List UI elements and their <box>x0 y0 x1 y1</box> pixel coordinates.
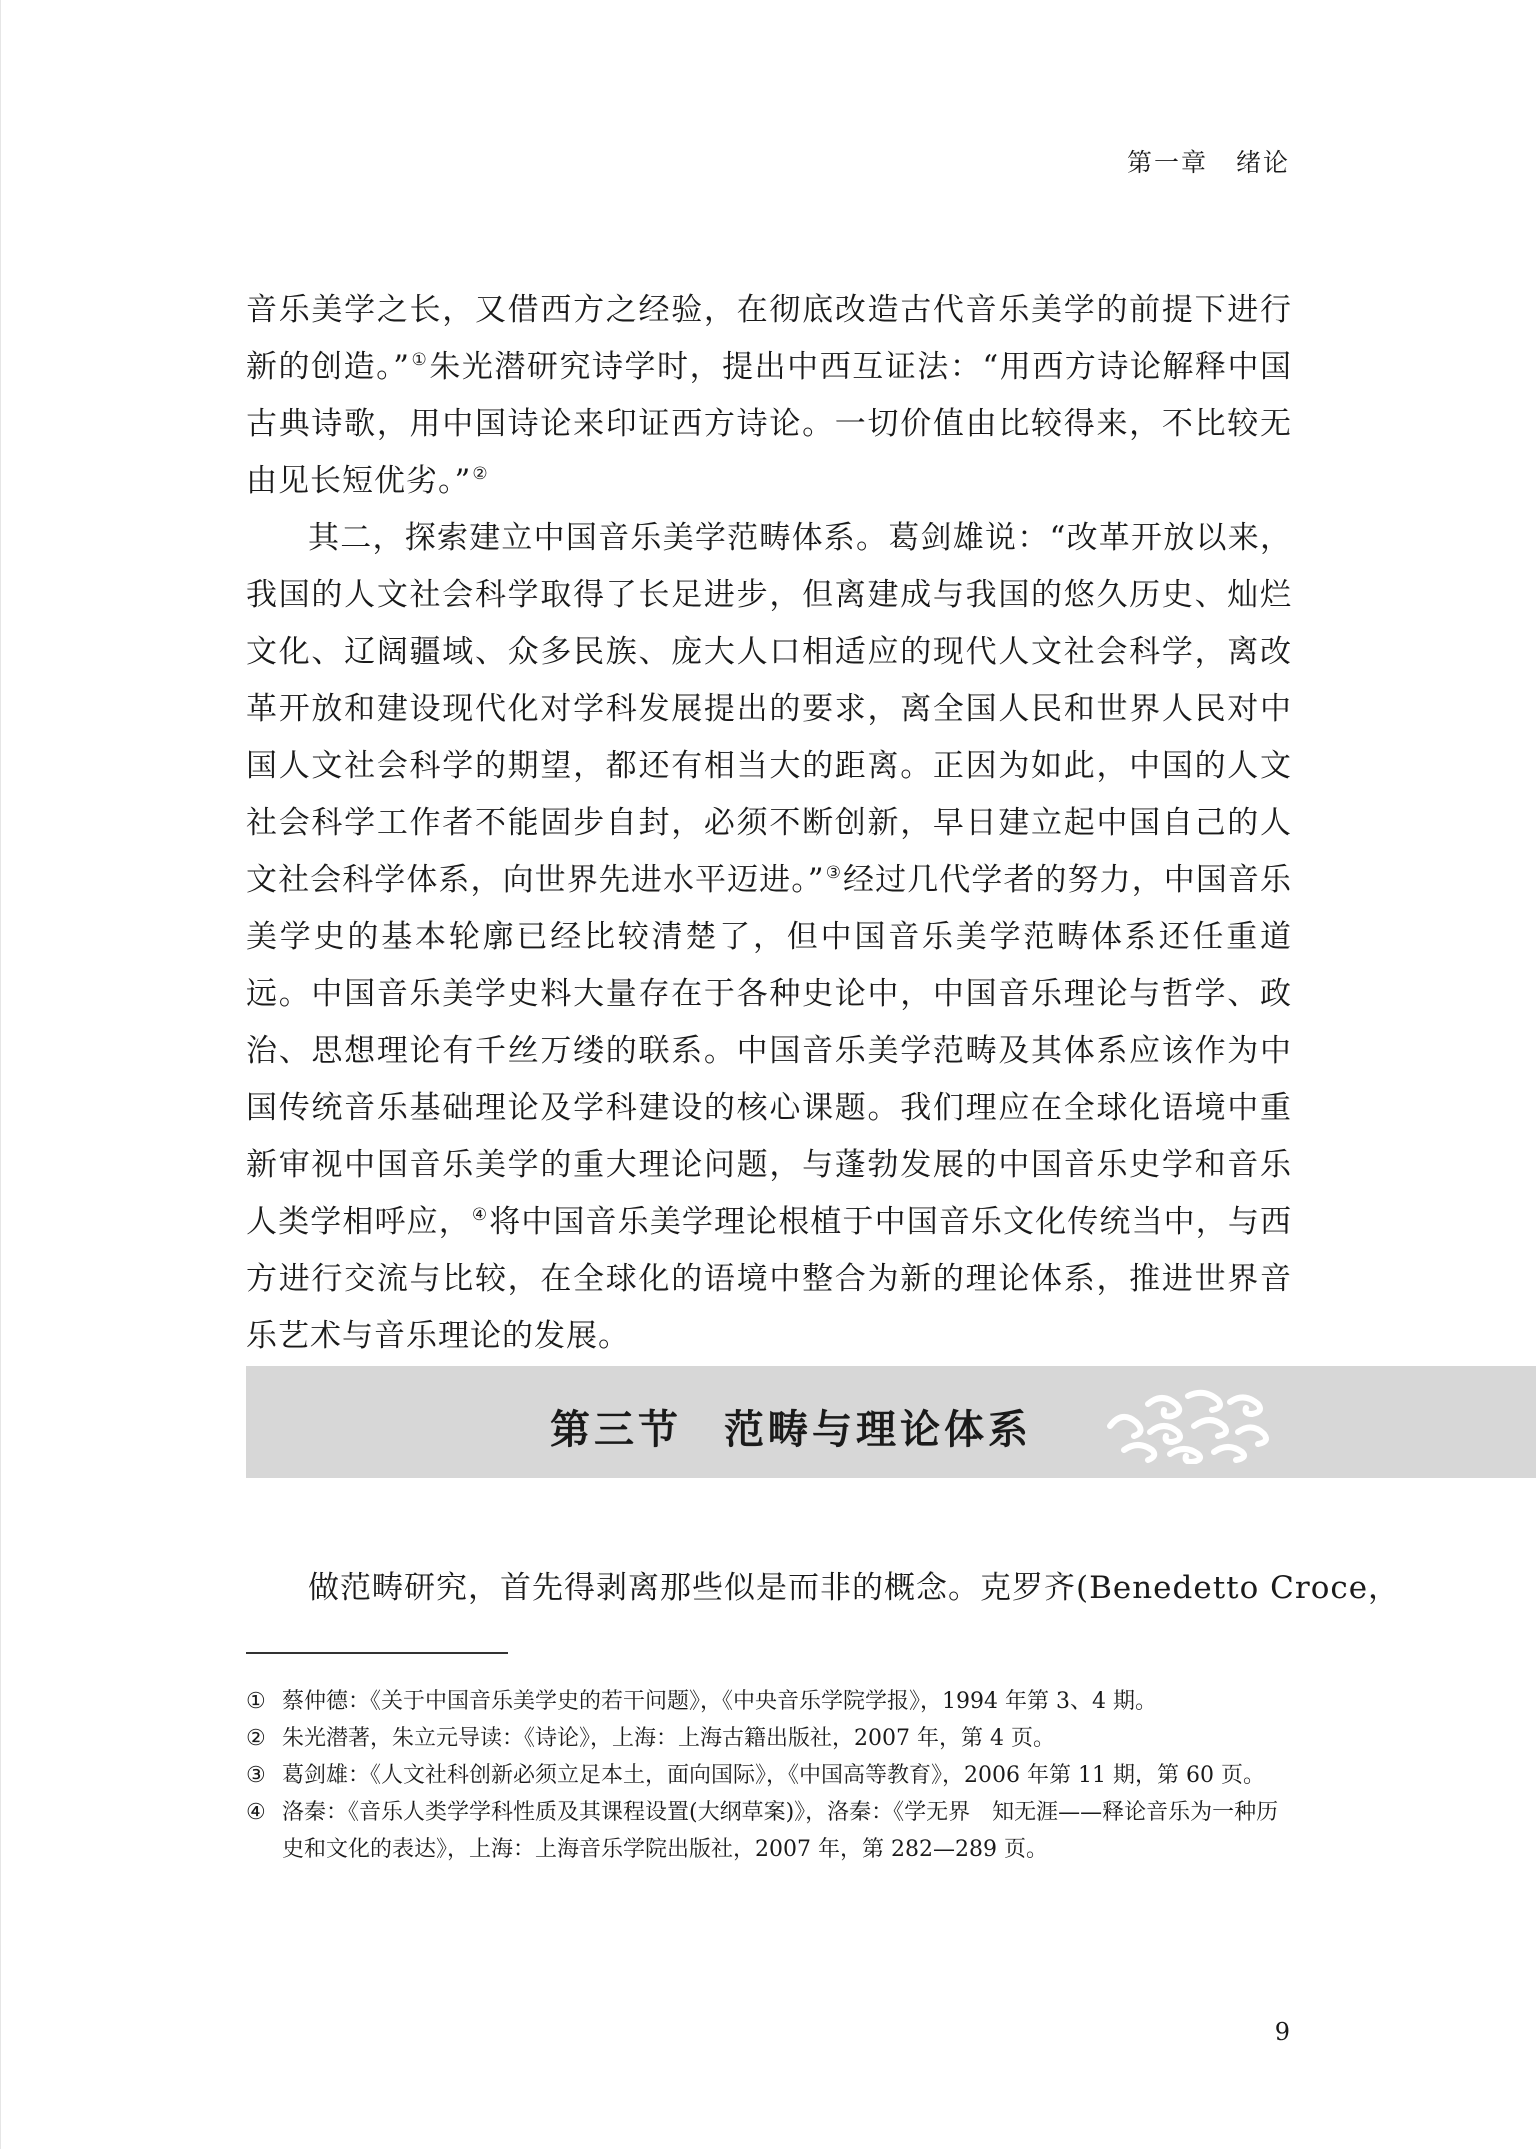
section-heading <box>550 1398 1032 1455</box>
body-text <box>246 282 1292 1365</box>
footnote <box>246 1720 1296 1757</box>
running-head-chapter: 第一章 <box>1126 148 1208 177</box>
footnote-mark: ① <box>246 1689 266 1714</box>
footnote-ref: ④ <box>471 1205 489 1225</box>
footnote <box>246 1683 1296 1720</box>
footnote <box>246 1794 1296 1868</box>
footnote-text: 洛秦：《音乐人类学学科性质及其课程设置(大纲草案)》，洛秦：《学无界 知无涯——释论音乐为一种历史和文化的表达》，上海：上海音乐学院出版社，2007 年，第 282—289 页。 <box>282 1800 1279 1862</box>
paragraph <box>246 282 1292 510</box>
text-run: 音乐美学之长，又借西方之经验，在彻底改造古代音乐美学的前提下进行新的创造。” <box>246 292 1292 385</box>
footnote-mark: ② <box>246 1726 266 1751</box>
section-number: 第三节 <box>550 1406 682 1453</box>
footnote-ref: ② <box>472 464 489 484</box>
text-run: 朱光潜研究诗学时，提出中西互证法：“用西方诗论解释中国古典诗歌，用中国诗论来印证西方诗论。一切价值由比较得来，不比较无由见长短优劣。” <box>246 349 1292 499</box>
text-run: 将中国音乐美学理论根植于中国音乐文化传统当中，与西方进行交流与比较，在全球化的语境中整合为新的理论体系，推进世界音乐艺术与音乐理论的发展。 <box>246 1204 1292 1354</box>
body-text-after-section <box>246 1560 1401 1617</box>
text-run: 经过几代学者的努力，中国音乐美学史的基本轮廓已经比较清楚了，但中国音乐美学范畴体系还任重道远。中国音乐美学史料大量存在于各种史论中，中国音乐理论与哲学、政治、思想理论有千丝万缕的联系。中国音乐美学范畴及其体系应该作为中国传统音乐基础理论及学科建设的核心课题。我们理应在全球化语境中重新审视中国音乐美学的重大理论问题，与蓬勃发展的中国音乐史学和音乐人类学相呼应， <box>246 862 1292 1240</box>
footnote-mark: ③ <box>246 1763 266 1788</box>
running-head-title: 绪论 <box>1235 148 1290 177</box>
footnote-text: 葛剑雄：《人文社科创新必须立足本土，面向国际》，《中国高等教育》，2006 年第 11 期，第 60 页。 <box>282 1763 1265 1788</box>
footnote-mark: ④ <box>246 1800 266 1825</box>
paragraph: 做范畴研究，首先得剥离那些似是而非的概念。克罗齐(Benedetto Croce， <box>308 1570 1401 1606</box>
page-number: 9 <box>1274 2018 1290 2046</box>
footnote <box>246 1757 1296 1794</box>
footnote-rule <box>246 1652 508 1654</box>
cloud-ornament-icon <box>1090 1382 1290 1464</box>
section-title: 范畴与理论体系 <box>724 1406 1032 1453</box>
footnote-text: 蔡仲德：《关于中国音乐美学史的若干问题》，《中央音乐学院学报》，1994 年第 3、4 期。 <box>282 1689 1157 1714</box>
running-head <box>1127 143 1290 179</box>
footnotes <box>246 1683 1296 1868</box>
paragraph <box>246 510 1292 1365</box>
footnote-ref: ③ <box>825 863 843 883</box>
footnote-ref: ① <box>411 350 429 370</box>
text-run: 其二，探索建立中国音乐美学范畴体系。葛剑雄说：“改革开放以来，我国的人文社会科学取得了长足进步，但离建成与我国的悠久历史、灿烂文化、辽阔疆域、众多民族、庞大人口相适应的现代人文社会科学，离改革开放和建设现代化对学科发展提出的要求，离全国人民和世界人民对中国人文社会科学的期望，都还有相当大的距离。正因为如此，中国的人文社会科学工作者不能固步自封，必须不断创新，早日建立起中国自己的人文社会科学体系，向世界先进水平迈进。” <box>246 520 1292 898</box>
footnote-text: 朱光潜著，朱立元导读：《诗论》，上海：上海古籍出版社，2007 年，第 4 页。 <box>282 1726 1055 1751</box>
